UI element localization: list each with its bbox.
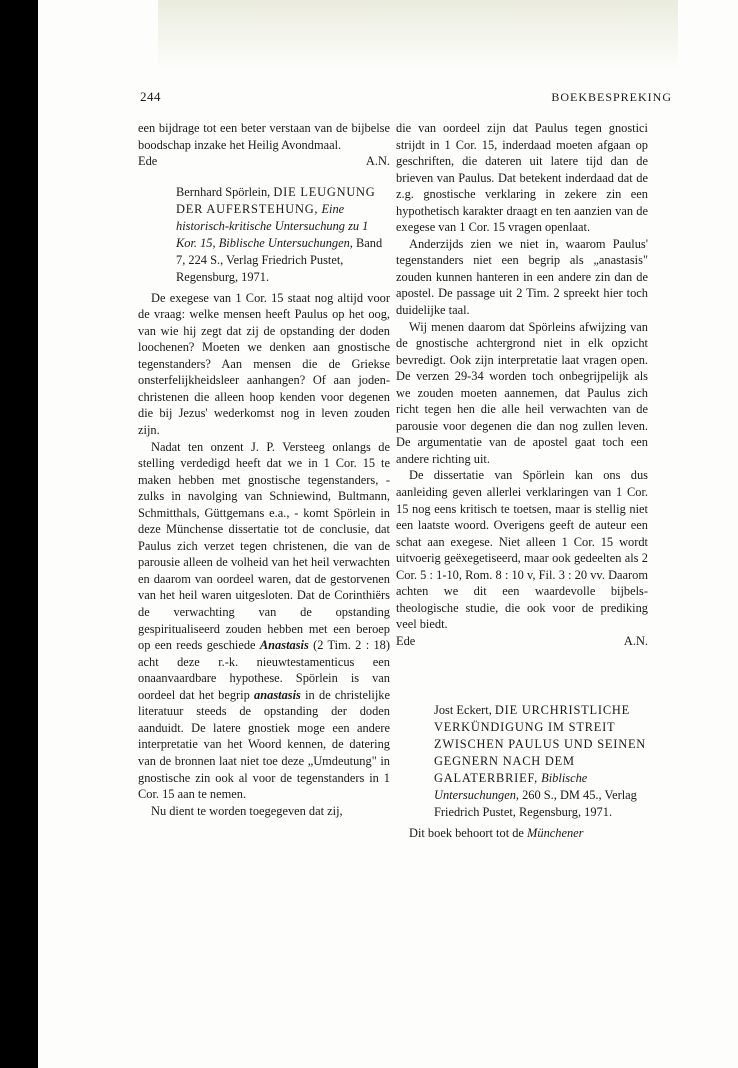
- right-paragraph-1: die van oordeel zijn dat Paulus tegen gnostici strijdt in 1 Cor. 15, inderdaad moeten afgaan op geschriften, die dateren uit latere tijd dan de brieven van Paulus. Dat betekent inderdaad dat de z.g. gnostische verklaring in zekere zin een hypothetisch karakter draagt en ten aanzien van de exegese van 1 Cor. 15 vragen openlaat.: [396, 121, 648, 235]
- left-column: [138, 120, 390, 819]
- ref-subtitle: Eine historisch-kritische Untersuchung zu 1 Kor. 15, Biblische Untersuchungen,: [176, 201, 369, 250]
- text-run: in de christelijke literatuur steeds de opstanding der doden aanduidt. De latere gnostiek moge een andere interpretatie van het Woord kennen, de datering van de bronnen laat niet toe deze „Umdeutung" in gnostische zin ook al voor de tegenstanders in 1 Cor. 15 aan te nemen.: [138, 687, 390, 802]
- right-paragraph-3: Wij menen daarom dat Spörleins afwijzing van de gnostische achtergrond niet in elk opzicht bevredigt. Ook zijn interpretatie laat vragen open. De verzen 29-34 worden toch onbegrijpelijk als we zouden moeten aannemen, dat Paulus zich richt tegen hen die alle heil verwachten van de parousie voor degenen die dan nog zullen leven. De argumentatie van de apostel gaat toch een andere richting uit.: [396, 319, 648, 466]
- signature-initials: A.N.: [623, 633, 648, 648]
- right-paragraph-2: Anderzijds zien we niet in, waarom Paulus' tegenstanders niet een begrip als „anastasis" zouden kunnen hanteren in een andere zin dan de apostel. De passage uit 2 Tim. 2 spreekt hier toch duidelijke taal.: [396, 236, 648, 318]
- left-paragraph-2: De exegese van 1 Cor. 15 staat nog altijd voor de vraag: welke mensen heeft Paulus op het oog, van wie hij zegt dat zij de opstanding der doden loochenen? Moeten we denken aan gnostische tegenstanders? Aan mensen die de Griekse onsterfelijkheidsleer aanhangen? Of aan joden-christenen die alleen hoop kenden voor degenen die bij Jezus' wederkomst nog in leven zouden zijn.: [138, 290, 390, 438]
- ref-details: 260 S., DM 45., Verlag Friedrich Pustet, Regensburg, 1971.: [434, 787, 637, 819]
- term-anastasis: anastasis: [254, 687, 301, 702]
- signature-1: [138, 153, 390, 170]
- book-reference-1: [176, 184, 390, 286]
- ref-title: DIE LEUGNUNG DER AUFERSTEHUNG,: [176, 184, 376, 216]
- signature-2: [396, 633, 648, 650]
- page-number: 244: [140, 89, 161, 104]
- running-head: BOEKBESPREKING: [551, 90, 672, 104]
- ref-author: Jost Eckert,: [434, 702, 495, 717]
- text-run: Dit boek behoort tot de: [409, 825, 528, 840]
- left-paragraph-1: een bijdrage tot een beter verstaan van de bijbelse boodschap inzake het Heilig Avondmaal.: [138, 121, 390, 152]
- signature-place: Ede: [138, 154, 158, 169]
- text-italic: Münchener: [527, 825, 584, 840]
- text-run: (2 Tim. 2 : 18) acht deze r.-k. nieuwtestamenticus een onaanvaardbare hypothese. Spörlein is van oordeel dat het begrip: [138, 638, 390, 702]
- left-paragraph-4: Nu dient te worden toegegeven dat zij,: [151, 803, 343, 818]
- left-paragraph-3: [138, 439, 390, 803]
- signature-place: Ede: [396, 633, 416, 648]
- signature-initials: A.N.: [365, 154, 390, 169]
- term-anastasis: Anastasis: [259, 638, 309, 653]
- right-column: [396, 120, 648, 841]
- ref-subtitle: Biblische Untersuchungen,: [434, 770, 588, 802]
- ref-author: Bernhard Spörlein,: [176, 184, 274, 199]
- document-page: [38, 0, 738, 1068]
- paper-stain: [158, 0, 678, 70]
- right-paragraph-4: De dissertatie van Spörlein kan ons dus aanleiding geven allerlei verklaringen van 1 Cor. 15 nog eens kritisch te toetsen, maar is stellig niet een laatste woord. Overigens geeft de auteur een schat aan exegese. Niet alleen 1 Cor. 15 wordt uitvoerig geëxegetiseerd, maar ook gedeelten als 2 Cor. 5 : 1-10, Rom. 8 : 10 v, Fil. 3 : 20 vv. Daarom achten we dit een waardevolle bijbels-theologische studie, die ook voor de prediking veel biedt.: [396, 468, 648, 632]
- book-reference-2: [434, 702, 648, 821]
- right-paragraph-5: [396, 825, 648, 842]
- ref-details: Band 7, 224 S., Verlag Friedrich Pustet, Regensburg, 1971.: [176, 235, 383, 284]
- text-run: Nadat ten onzent J. P. Versteeg onlangs de stelling verdedigd heeft dat we in 1 Cor. 15 te maken hebben met gnostische tegenstanders, - zulks in navolging van Schniewind, Bultmann, Schmitthals, Güttgemans e.a., - komt Spörlein in deze Münchense dissertatie tot de conclusie, dat Paulus zich verzet tegen christenen, die van de parousie alleen de volheid van het heil verwachten en daarom van oordeel waren, dat de gestorvenen van het heil waren uitgesloten. Dat de Corinthiërs de verwachting van de opstanding gespiritualiseerd zouden hebben met een beroep op een reeds geschiede: [138, 439, 390, 653]
- ref-title: DIE URCHRISTLICHE VERKÜNDIGUNG IM STREIT ZWISCHEN PAULUS UND SEINEN GEGNERN NACH DEM GALATERBRIEF,: [434, 702, 647, 785]
